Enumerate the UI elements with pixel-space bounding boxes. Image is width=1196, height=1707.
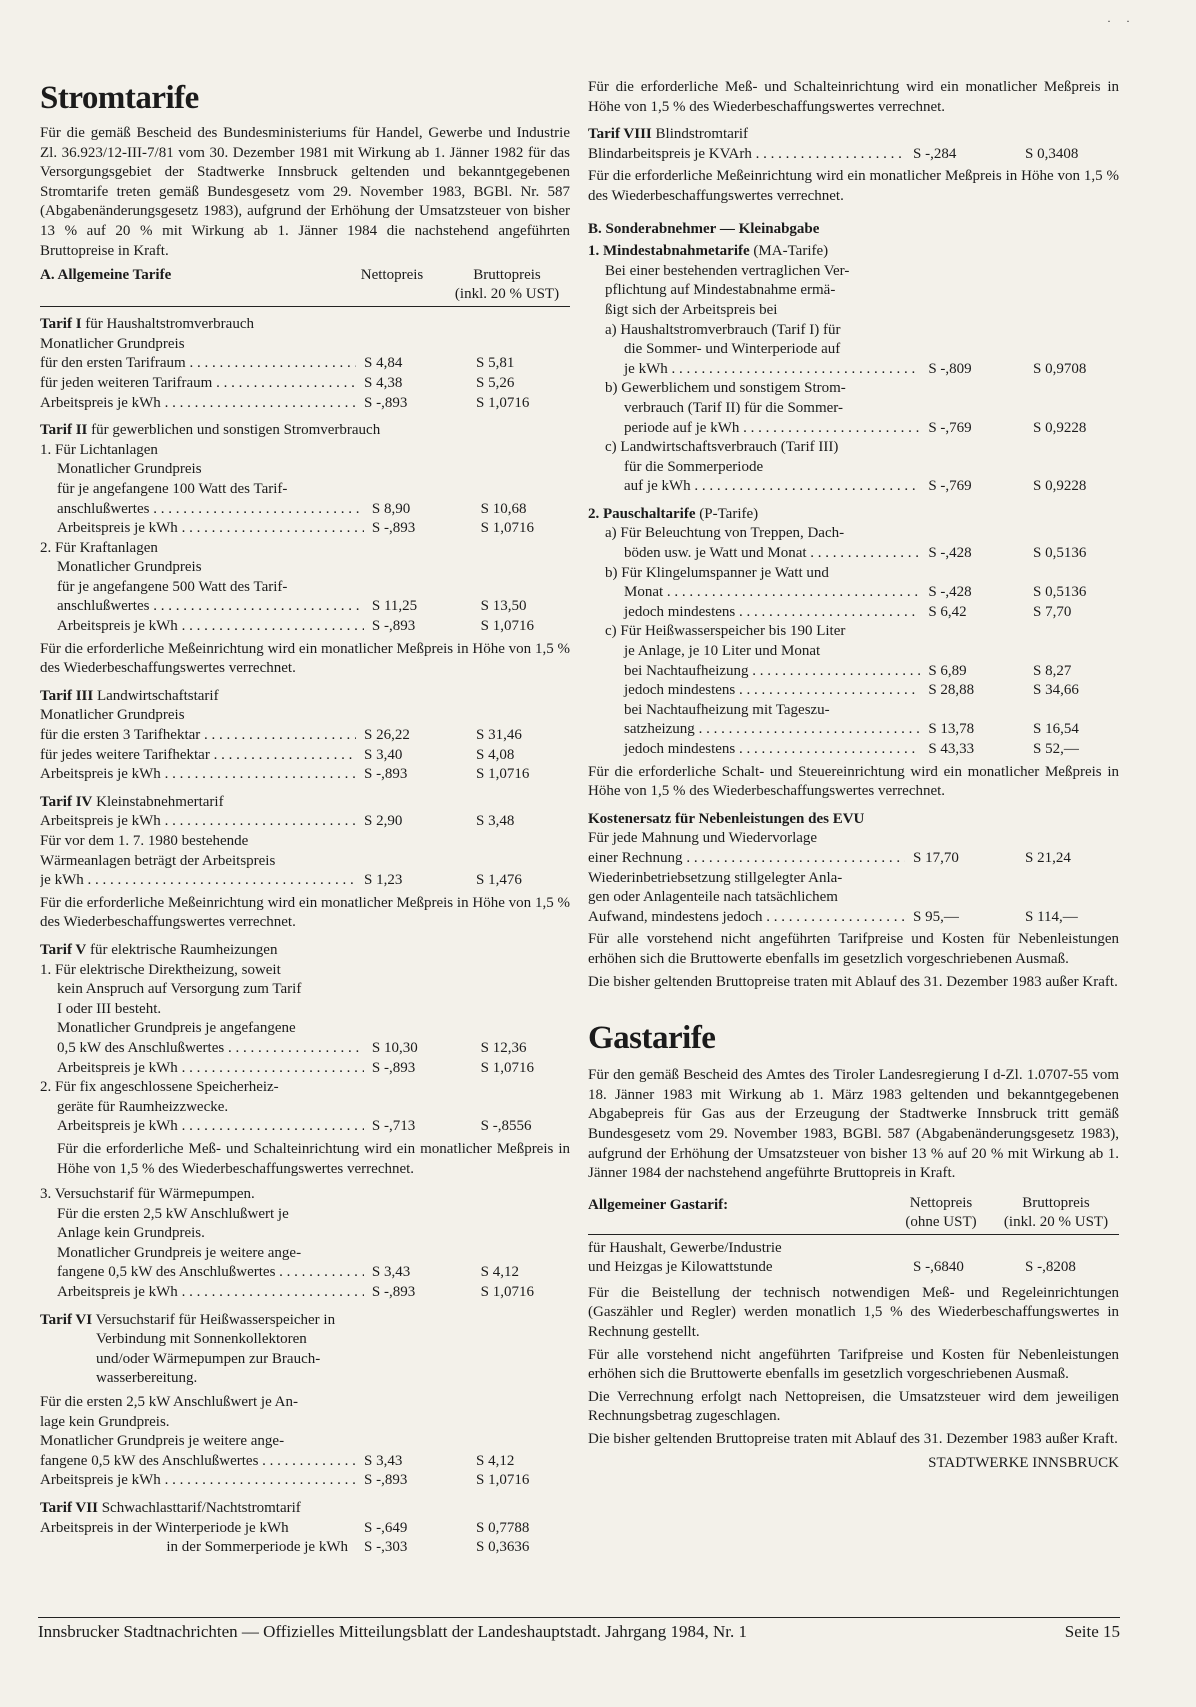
price-row: jedoch mindestens . . . S 43,33 S 52,— bbox=[588, 740, 1119, 760]
price-row: satzheizung . . . S 13,78 S 16,54 bbox=[588, 720, 1119, 740]
price-row: fangene 0,5 kW des Anschlußwertes . . . S 3,43 S 4,12 bbox=[40, 1452, 570, 1472]
tarif-4-note: Für die erforderliche Meßeinrichtung wird ein monatlicher Meßpreis in Höhe von 1,5 % des Wiederbeschaffungswertes verrechnet. bbox=[40, 894, 570, 931]
tarif-5-note: Für die erforderliche Meß- und Schalteinrichtung wird ein monatlicher Meßpreis in Höhe von 1,5 % des Wiederbeschaffungswertes verrechnet. bbox=[57, 1140, 570, 1177]
tarif-2-note: Für die erforderliche Meßeinrichtung wird ein monatlicher Meßpreis in Höhe von 1,5 % des Wiederbeschaffungswertes verrechnet. bbox=[40, 640, 570, 677]
page-footer bbox=[38, 1617, 1120, 1642]
price-row: je kWh . . . S -,809 S 0,9708 bbox=[588, 360, 1119, 380]
tarif-8-note: Für die erforderliche Meßeinrichtung wird ein monatlicher Meßpreis in Höhe von 1,5 % des Wiederbeschaffungswertes verrechnet. bbox=[588, 168, 1119, 204]
header-gross: Bruttopreis (inkl. 20 % UST) bbox=[454, 267, 560, 303]
price-row: periode auf je kWh . . . S -,769 S 0,9228 bbox=[588, 419, 1119, 439]
price-row: Arbeitspreis je kWh . . . S -,893 S 1,0716 bbox=[40, 617, 570, 637]
price-row: Arbeitspreis je kWh . . . S -,893 S 1,0716 bbox=[40, 394, 570, 414]
price-row: Arbeitspreis je kWh . . . S -,893 S 1,0716 bbox=[40, 1471, 570, 1491]
gas-header-net: Nettopreis (ohne UST) bbox=[905, 1194, 977, 1230]
right-column bbox=[588, 78, 1119, 1473]
kostenersatz-note-2: Die bisher geltenden Bruttopreise traten mit Ablauf des 31. Dezember 1983 außer Kraft. bbox=[588, 973, 1118, 990]
price-row: Arbeitspreis je kWh . . . S -,893 S 1,0716 bbox=[40, 1059, 570, 1079]
scan-specks: · · bbox=[1107, 14, 1136, 28]
right-top-note: Für die erforderliche Meß- und Schalteinrichtung wird ein monatlicher Meßpreis in Höhe von 1,5 % des Wiederbeschaffungswertes verrechnet. bbox=[588, 79, 1119, 115]
left-column bbox=[40, 78, 570, 1558]
gas-note-3: Die Verrechnung erfolgt nach Nettopreisen, die Umsatzsteuer wird dem jeweiligen Rechnungsbetrag zugeschlagen. bbox=[588, 1388, 1119, 1425]
price-row: 0,5 kW des Anschlußwertes . . . S 10,30 S 12,36 bbox=[40, 1039, 570, 1059]
price-row: Arbeitspreis je kWh . . . S -,893 S 1,0716 bbox=[40, 765, 570, 785]
price-row: und Heizgas je Kilowattstunde S -,6840 S -,8208 bbox=[588, 1259, 1076, 1276]
price-row: böden usw. je Watt und Monat . . . S -,428 S 0,5136 bbox=[588, 544, 1119, 564]
gas-table-header bbox=[588, 1194, 1119, 1235]
price-row: Arbeitspreis je kWh . . . S -,893 S 1,0716 bbox=[40, 519, 570, 539]
price-row: einer Rechnung . . . S 17,70 S 21,24 bbox=[588, 849, 1119, 869]
price-row: für jedes weitere Tarifhektar . . . S 3,40 S 4,08 bbox=[40, 746, 570, 766]
price-row: Arbeitspreis in der Winterperiode je kWh S -,649 S 0,7788 bbox=[40, 1519, 530, 1536]
tarif-3: Tarif III Landwirtschaftstarif Monatlicher Grundpreis für die ersten 3 Tarifhektar . . . S 26,22 S 31,46 für jedes weitere Tarifhektar . . . S 3,40 S 4,08 Arbeitspreis je kWh . . . S -,893 S 1,0716 bbox=[40, 687, 570, 785]
kostenersatz-note-1: Für alle vorstehend nicht angeführten Tarifpreise und Kosten für Nebenleistungen erhöhen sich die Bruttowerte ebenfalls im gesetzlich vorgeschriebenen Ausmaß. bbox=[588, 931, 1119, 967]
price-row: in der Sommerperiode je kWh S -,303 S 0,3636 bbox=[166, 1539, 530, 1556]
header-net: Nettopreis bbox=[360, 267, 424, 284]
price-row: für den ersten Tarifraum . . . S 4,84 S 5,81 bbox=[40, 354, 570, 374]
kostenersatz: Kostenersatz für Nebenleistungen des EVU Für jede Mahnung und Wiedervorlage einer Rechnung . . . S 17,70 S 21,24 Wiederinbetriebsetzung stillgelegter Anla- gen oder Anlagenteile nach tatsächlichem Aufwand, mindestens jedoch . . . S 95,— S 114,— Für alle vorstehend nicht angeführten Tarifpreise und Kosten für Nebenleistungen erhöhen sich die Bruttowerte ebenfalls im gesetzlich vorgeschriebenen Ausmaß. Die bisher geltenden Bruttopreise traten mit Ablauf des 31. Dezember 1983 außer Kraft. bbox=[588, 810, 1119, 992]
tarif-5: Tarif V für elektrische Raumheizungen 1. Für elektrische Direktheizung, soweit kein Anspruch auf Versorgung zum Tarif I oder III besteht. Monatlicher Grundpreis je angefangene 0,5 kW des Anschlußwertes . . . S 10,30 S 12,36 Arbeitspreis je kWh . . . S -,893 S 1,0716 2. Für fix angeschlossene Speicherheiz- geräte für Raumheizzwecke. Arbeitspreis je kWh . . . S -,713 S -,8556 Für die erforderliche Meß- und Schalteinrichtung wird ein monatlicher Meßpreis in Höhe von 1,5 % des Wiederbeschaffungswertes verrechnet. 3. Versuchstarif für Wärmepumpen. Für die ersten 2,5 kW Anschlußwert je Anlage kein Grundpreis. Monatlicher Grundpreis je weitere ange- fangene 0,5 kW des Anschlußwertes . . . S 3,43 S 4,12 Arbeitspreis je kWh . . . S -,893 S 1,0716 bbox=[40, 941, 570, 1303]
tarif-6: Tarif VI Versuchstarif für Heißwasserspeicher in Verbindung mit Sonnenkollektoren und/oder Wärmepumpen zur Brauch- wasserbereitung. Für die ersten 2,5 kW Anschlußwert je An- lage kein Grundpreis. Monatlicher Grundpreis je weitere ange- fangene 0,5 kW des Anschlußwertes . . . S 3,43 S 4,12 Arbeitspreis je kWh . . . S -,893 S 1,0716 bbox=[40, 1311, 570, 1491]
gas-title: Gastarife bbox=[588, 1020, 716, 1057]
strom-intro: Für die gemäß Bescheid des Bundesministeriums für Handel, Gewerbe und Industrie Zl. 36.923/12-III-7/81 vom 30. Dezember 1981 mit Wirkung ab 1. Jänner 1982 für das Versorgungsgebiet der Stadtwerke Innsbruck geltenden und bekanntgegebenen Stromtarife treten gemäß Bundesgesetz vom 29. November 1983, BGBl. Nr. 587 (Abgabenänderungsgesetz 1983), aufgrund der Erhöhung der Umsatzsteuer von bisher 13 % auf 20 % mit Wirkung ab 1. Jänner 1984 die nachstehend angeführten Bruttopreise in Kraft. bbox=[40, 125, 570, 259]
p-tarife: 2. Pauschaltarife (P-Tarife) a) Für Beleuchtung von Treppen, Dach- böden usw. je Watt und Monat . . . S -,428 S 0,5136 b) Für Klingelumspanner je Watt und Monat . . . S -,428 S 0,5136 jedoch mindestens . . . S 6,42 S 7,70 c) Für Heißwasserspeicher bis 190 Liter je Anlage, je 10 Liter und Monat bei Nachtaufheizung . . . S 6,89 S 8,27 jedoch mindestens . . . S 28,88 S 34,66 bei Nachtaufheizung mit Tageszu- satzheizung . . . S 13,78 S 16,54 jedoch mindestens . . . S 43,33 S 52,— Für die erforderliche Schalt- und Steuereinrichtung wird ein monatlicher Meßpreis in Höhe von 1,5 % des Wiederbeschaffungswertes verrechnet. bbox=[588, 505, 1119, 802]
price-row: je kWh . . . S 1,23 S 1,476 bbox=[40, 871, 570, 891]
tarif-1: Tarif I für Haushaltstromverbrauch Monatlicher Grundpreis für den ersten Tarifraum . . . S 4,84 S 5,81 für jeden weiteren Tarifraum . . . S 4,38 S 5,26 Arbeitspreis je kWh . . . S -,893 S 1,0716 bbox=[40, 315, 570, 413]
gas-note-1: Für die Beistellung der technisch notwendigen Meß- und Regeleinrichtungen (Gaszähler und Regler) werden monatlich 1,5 % des Wiederbeschaffungswertes in Rechnung gestellt. bbox=[588, 1284, 1119, 1341]
gas-header-title: Allgemeiner Gastarif: bbox=[588, 1196, 729, 1213]
tariff-table-header bbox=[40, 266, 570, 307]
gas-note-4: Die bisher geltenden Bruttopreise traten mit Ablauf des 31. Dezember 1983 außer Kraft. bbox=[588, 1431, 1118, 1448]
price-row: anschlußwertes . . . S 8,90 S 10,68 bbox=[40, 500, 570, 520]
price-row: Arbeitspreis je kWh . . . S -,893 S 1,0716 bbox=[40, 1283, 570, 1303]
tarif-4: Tarif IV Kleinstabnehmertarif Arbeitspreis je kWh . . . S 2,90 S 3,48 Für vor dem 1. 7. 1980 bestehende Wärmeanlagen beträgt der Arbeitspreis je kWh . . . S 1,23 S 1,476 Für die erforderliche Meßeinrichtung wird ein monatlicher Meßpreis in Höhe von 1,5 % des Wiederbeschaffungswertes verrechnet. bbox=[40, 793, 570, 933]
tarif-8: Tarif VIII Blindstromtarif Blindarbeitspreis je KVArh . . . S -,284 S 0,3408 Für die erforderliche Meßeinrichtung wird ein monatlicher Meßpreis in Höhe von 1,5 % des Wiederbeschaffungswertes verrechnet. bbox=[588, 125, 1119, 206]
gas-intro: Für den gemäß Bescheid des Amtes des Tiroler Landesregierung I d-Zl. 1.0707-55 vom 18. Jänner 1983 mit Wirkung ab 1. März 1983 geltenden und bekanntgegebenen Abgabepreis für Gas aus der Erzeugung der Stadtwerke Innsbruck tritt gemäß Bundesgesetz vom 29. November 1983, BGBl. 587 (Abgabenänderungsgesetz 1983), aufgrund der Erhöhung der Umsatzsteuer von bisher 13 % auf 20 % mit Wirkung ab 1. Jänner 1984 der nachstehend angeführte Bruttopreis in Kraft. bbox=[588, 1067, 1119, 1182]
price-row: jedoch mindestens . . . S 28,88 S 34,66 bbox=[588, 681, 1119, 701]
ma-tarife: 1. Mindestabnahmetarife (MA-Tarife) Bei einer bestehenden vertraglichen Ver- pflichtung auf Mindestabnahme ermä- ßigt sich der Arbeitspreis bei a) Haushaltstromverbrauch (Tarif I) für die Sommer- und Winterperiode auf je kWh . . . S -,809 S 0,9708 b) Gewerblichem und sonstigem Strom- verbrauch (Tarif II) für die Sommer- periode auf je kWh . . . S -,769 S 0,9228 c) Landwirtschaftsverbrauch (Tarif III) für die Sommerperiode auf je kWh . . . S -,769 S 0,9228 bbox=[588, 242, 1119, 497]
price-row: Arbeitspreis je kWh . . . S -,713 S -,8556 bbox=[40, 1117, 570, 1137]
strom-title: Stromtarife bbox=[40, 80, 199, 116]
price-row: für die ersten 3 Tarifhektar . . . S 26,22 S 31,46 bbox=[40, 726, 570, 746]
tarif-2: Tarif II für gewerblichen und sonstigen Stromverbrauch 1. Für Lichtanlagen Monatlicher Grundpreis für je angefangene 100 Watt des Tarif- anschlußwertes . . . S 8,90 S 10,68 Arbeitspreis je kWh . . . S -,893 S 1,0716 2. Für Kraftanlagen Monatlicher Grundpreis für je angefangene 500 Watt des Tarif- anschlußwertes . . . S 11,25 S 13,50 Arbeitspreis je kWh . . . S -,893 S 1,0716 Für die erforderliche Meßeinrichtung wird ein monatlicher Meßpreis in Höhe von 1,5 % des Wiederbeschaffungswertes verrechnet. bbox=[40, 421, 570, 679]
gas-note-2: Für alle vorstehend nicht angeführten Tarifpreise und Kosten für Nebenleistungen erhöhen sich die Bruttowerte ebenfalls im gesetzlich vorgeschriebenen Ausmaß. bbox=[588, 1346, 1119, 1383]
header-title: A. Allgemeine Tarife bbox=[40, 267, 172, 284]
price-row: für jeden weiteren Tarifraum . . . S 4,38 S 5,26 bbox=[40, 374, 570, 394]
gas-header-gross: Bruttopreis (inkl. 20 % UST) bbox=[1003, 1194, 1109, 1230]
price-row: bei Nachtaufheizung . . . S 6,89 S 8,27 bbox=[588, 662, 1119, 682]
price-row: auf je kWh . . . S -,769 S 0,9228 bbox=[588, 477, 1119, 497]
price-row: Arbeitspreis je kWh . . . S 2,90 S 3,48 bbox=[40, 812, 570, 832]
tarif-7: Tarif VII Schwachlasttarif/Nachtstromtarif Arbeitspreis in der Winterperiode je kWh S -,649 S 0,7788 in der Sommerperiode je kWh S -,303 S 0,3636 bbox=[40, 1499, 570, 1558]
price-row: Aufwand, mindestens jedoch . . . S 95,— S 114,— bbox=[588, 908, 1119, 928]
price-row: fangene 0,5 kW des Anschlußwertes . . . S 3,43 S 4,12 bbox=[40, 1263, 570, 1283]
gas-tarif: für Haushalt, Gewerbe/Industrie und Heizgas je Kilowattstunde S -,6840 S -,8208 bbox=[588, 1239, 1119, 1278]
price-row: Blindarbeitspreis je KVArh . . . S -,284 S 0,3408 bbox=[588, 145, 1119, 165]
price-row: jedoch mindestens . . . S 6,42 S 7,70 bbox=[588, 603, 1119, 623]
p-tarife-note: Für die erforderliche Schalt- und Steuereinrichtung wird ein monatlicher Meßpreis in Höhe von 1,5 % des Wiederbeschaffungswertes verrechnet. bbox=[588, 763, 1119, 800]
footer-page-number: Seite 15 bbox=[1064, 1622, 1120, 1641]
price-row: Monat . . . S -,428 S 0,5136 bbox=[588, 583, 1119, 603]
signature: STADTWERKE INNSBRUCK bbox=[928, 1454, 1119, 1471]
footer-publication: Innsbrucker Stadtnachrichten — Offizielles Mitteilungsblatt der Landeshauptstadt. Jahrgang 1984, Nr. 1 bbox=[38, 1622, 747, 1641]
section-b-heading: B. Sonderabnehmer — Kleinabgabe bbox=[588, 220, 820, 237]
price-row: anschlußwertes . . . S 11,25 S 13,50 bbox=[40, 597, 570, 617]
